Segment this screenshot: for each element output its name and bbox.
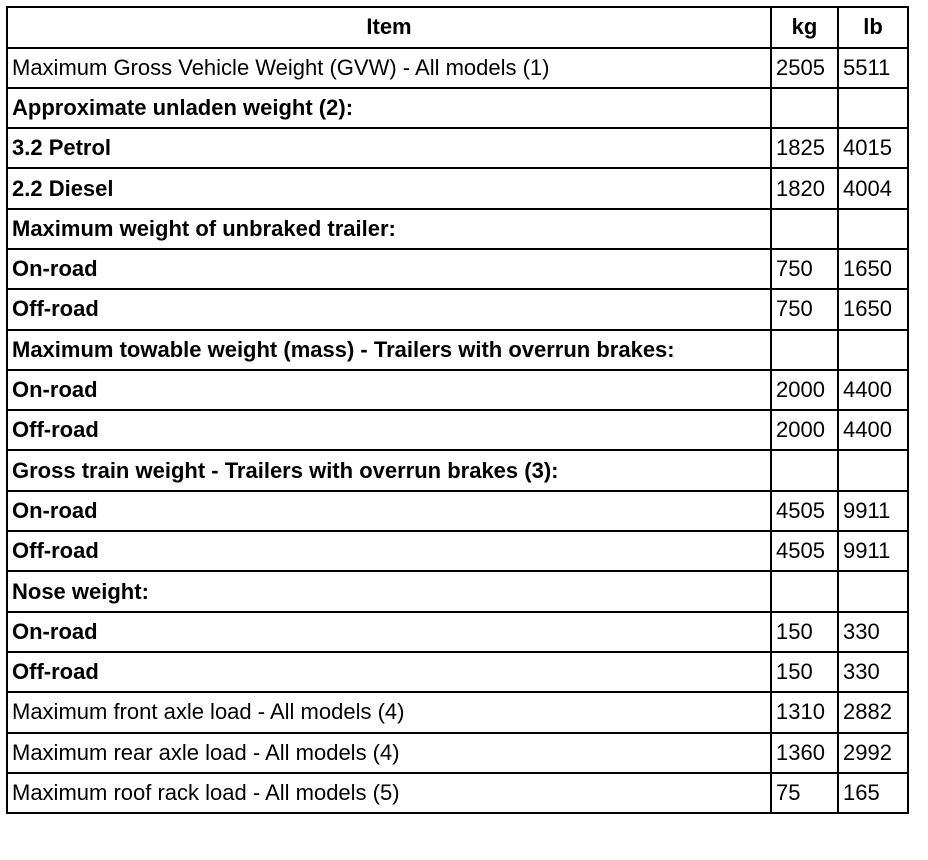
item-cell: On-road — [7, 612, 771, 652]
lb-cell — [838, 88, 908, 128]
table-row — [7, 370, 908, 410]
kg-cell — [771, 330, 838, 370]
table-row — [7, 491, 908, 531]
table-row — [7, 692, 908, 732]
item-cell: Gross train weight - Trailers with overrun brakes (3): — [7, 450, 771, 490]
lb-cell: 330 — [838, 652, 908, 692]
item-cell: Off-road — [7, 652, 771, 692]
kg-cell: 150 — [771, 612, 838, 652]
table-row — [7, 571, 908, 611]
table-row — [7, 652, 908, 692]
lb-cell — [838, 571, 908, 611]
table-row — [7, 249, 908, 289]
kg-cell — [771, 88, 838, 128]
table-row — [7, 733, 908, 773]
lb-cell: 4004 — [838, 168, 908, 208]
table-row — [7, 612, 908, 652]
table-row — [7, 410, 908, 450]
kg-cell: 1360 — [771, 733, 838, 773]
lb-cell: 9911 — [838, 531, 908, 571]
kg-cell: 1825 — [771, 128, 838, 168]
table-row — [7, 168, 908, 208]
kg-cell — [771, 571, 838, 611]
item-cell: On-road — [7, 370, 771, 410]
kg-cell: 2505 — [771, 48, 838, 88]
table-row — [7, 209, 908, 249]
weights-table — [6, 6, 909, 814]
header-row — [7, 7, 908, 48]
item-cell: 2.2 Diesel — [7, 168, 771, 208]
lb-cell — [838, 330, 908, 370]
column-header-lb: lb — [838, 7, 908, 48]
item-cell: Off-road — [7, 531, 771, 571]
item-cell: Off-road — [7, 289, 771, 329]
lb-cell: 4400 — [838, 370, 908, 410]
kg-cell: 750 — [771, 249, 838, 289]
table-row — [7, 48, 908, 88]
item-cell: On-road — [7, 249, 771, 289]
item-cell: Maximum weight of unbraked trailer: — [7, 209, 771, 249]
lb-cell: 165 — [838, 773, 908, 813]
item-cell: Maximum roof rack load - All models (5) — [7, 773, 771, 813]
kg-cell: 1820 — [771, 168, 838, 208]
item-cell: Maximum front axle load - All models (4) — [7, 692, 771, 732]
item-cell: 3.2 Petrol — [7, 128, 771, 168]
lb-cell: 1650 — [838, 249, 908, 289]
kg-cell: 4505 — [771, 531, 838, 571]
table-row — [7, 330, 908, 370]
lb-cell: 4400 — [838, 410, 908, 450]
kg-cell: 2000 — [771, 370, 838, 410]
item-cell: Maximum Gross Vehicle Weight (GVW) - All models (1) — [7, 48, 771, 88]
table-row — [7, 88, 908, 128]
kg-cell: 75 — [771, 773, 838, 813]
table-row — [7, 289, 908, 329]
table-row — [7, 531, 908, 571]
lb-cell: 330 — [838, 612, 908, 652]
item-cell: Maximum towable weight (mass) - Trailers with overrun brakes: — [7, 330, 771, 370]
item-cell: Nose weight: — [7, 571, 771, 611]
lb-cell: 4015 — [838, 128, 908, 168]
table-row — [7, 450, 908, 490]
item-cell: Maximum rear axle load - All models (4) — [7, 733, 771, 773]
kg-cell: 750 — [771, 289, 838, 329]
kg-cell: 1310 — [771, 692, 838, 732]
lb-cell: 1650 — [838, 289, 908, 329]
lb-cell: 2992 — [838, 733, 908, 773]
kg-cell — [771, 450, 838, 490]
item-cell: Approximate unladen weight (2): — [7, 88, 771, 128]
item-cell: Off-road — [7, 410, 771, 450]
table-row — [7, 773, 908, 813]
column-header-kg: kg — [771, 7, 838, 48]
kg-cell: 2000 — [771, 410, 838, 450]
lb-cell — [838, 450, 908, 490]
item-cell: On-road — [7, 491, 771, 531]
kg-cell — [771, 209, 838, 249]
lb-cell: 2882 — [838, 692, 908, 732]
lb-cell: 9911 — [838, 491, 908, 531]
column-header-item: Item — [7, 7, 771, 48]
lb-cell — [838, 209, 908, 249]
lb-cell: 5511 — [838, 48, 908, 88]
kg-cell: 150 — [771, 652, 838, 692]
kg-cell: 4505 — [771, 491, 838, 531]
table-row — [7, 128, 908, 168]
